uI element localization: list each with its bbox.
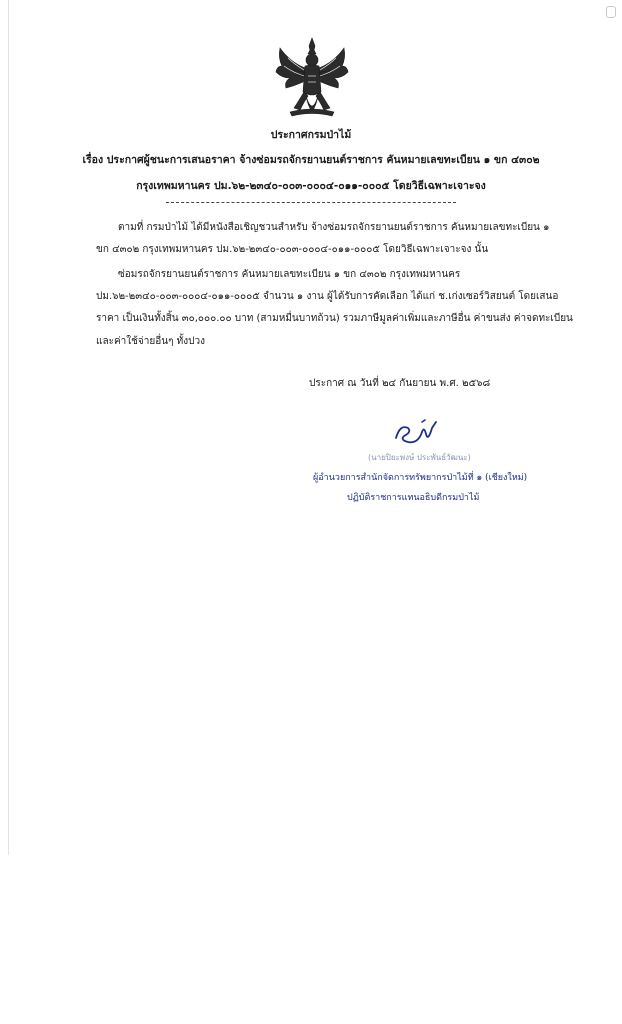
announcement-header: ประกาศกรมป่าไม้ bbox=[270, 129, 352, 141]
body-para2-line4: และค่าใช้จ่ายอื่นๆ ทั้งปวง bbox=[96, 336, 205, 347]
body-para2-line1: ซ่อมรถจักรยานยนต์ราชการ คันหมายเลขทะเบียน ๑ ขก ๔๓๐๒ กรุงเทพมหานคร bbox=[118, 269, 461, 280]
body-para2-line2: ปม.๖๒-๒๓๔๐-๐๐๓-๐๐๐๔-๐๑๑-๐๐๐๕ จำนวน ๑ งาน ผู้ได้รับการคัดเลือก ได้แก่ ช.เก่งเซอร์วิสยนต์ โดยเสนอ bbox=[96, 291, 559, 302]
announcement-subject-line-2: กรุงเทพมหานคร ปม.๖๒-๒๓๔๐-๐๐๓-๐๐๐๔-๐๑๑-๐๐๐๕ โดยวิธีเฉพาะเจาะจง bbox=[136, 180, 486, 192]
garuda-emblem-icon bbox=[274, 36, 350, 120]
announcement-subject-line-1: เรื่อง ประกาศผู้ชนะการเสนอราคา จ้างซ่อมรถจักรยานยนต์ราชการ คันหมายเลขทะเบียน ๑ ขก ๔๓๐๒ bbox=[82, 154, 540, 166]
corner-mark bbox=[606, 6, 616, 18]
handwritten-signature bbox=[392, 418, 440, 448]
body-para1-line2: ขก ๔๓๐๒ กรุงเทพมหานคร ปม.๖๒-๒๓๔๐-๐๐๓-๐๐๐๔-๐๑๑-๐๐๐๕ โดยวิธีเฉพาะเจาะจง นั้น bbox=[96, 244, 489, 255]
signatory-name: (นายปิยะพงษ์ ประพันธ์วัฒนะ) bbox=[368, 453, 471, 462]
separator-dashed-line bbox=[166, 202, 456, 203]
announcement-date: ประกาศ ณ วันที่ ๒๔ กันยายน พ.ศ. ๒๕๖๘ bbox=[309, 378, 491, 389]
signatory-position-line1: ผู้อำนวยการสำนักจัดการทรัพยากรป่าไม้ที่ ๑ (เชียงใหม่) bbox=[313, 473, 528, 483]
body-para1-line1: ตามที่ กรมป่าไม้ ได้มีหนังสือเชิญชวนสำหรับ จ้างซ่อมรถจักรยานยนต์ราชการ คันหมายเลขทะเบียน ๑ bbox=[118, 222, 550, 233]
body-para2-line3: ราคา เป็นเงินทั้งสิ้น ๓๐,๐๐๐.๐๐ บาท (สามหมื่นบาทถ้วน) รวมภาษีมูลค่าเพิ่มและภาษีอื่น ค่าขนส่ง ค่าจดทะเบียน bbox=[96, 313, 573, 324]
signatory-position-line2: ปฏิบัติราชการแทนอธิบดีกรมป่าไม้ bbox=[347, 493, 480, 503]
